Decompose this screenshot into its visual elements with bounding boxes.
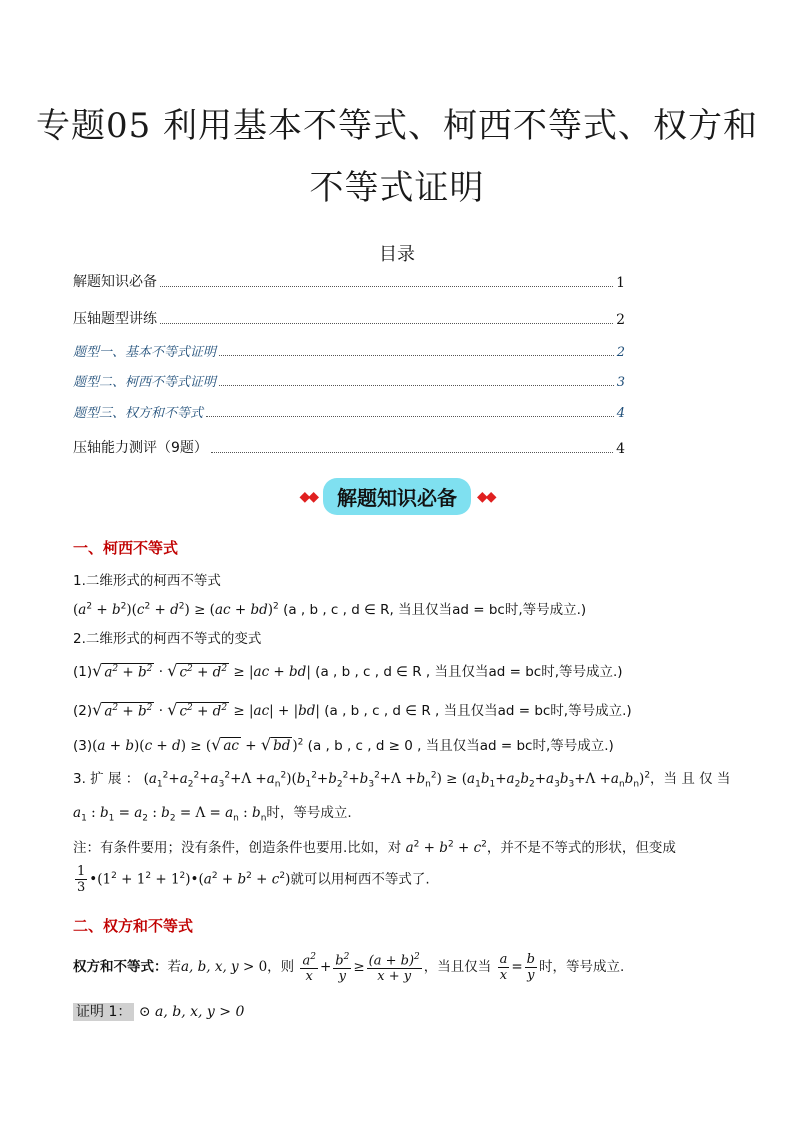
power-mean-statement: 权方和不等式：若a, b, x, y > 0，则 $\frac{a^2}{x}$ + $\frac{b^2}{y}$ ≥ $\frac{(a + b)^2}{x + y}$ ，当且仅当 $\frac{a}{x}$ = $\frac{b}{y}$ 时，等号成立. [73, 951, 625, 985]
formula-condition: (a , b , c , d ∈ R , 当且仅当ad = bc时,等号成立.) [315, 664, 623, 680]
note-tail: ，并不是不等式的形状，但变成 [486, 840, 676, 856]
toc-item-label: 题型二、柯西不等式证明 [73, 375, 217, 390]
proof-line: 证明 1： ⊙ a, b, x, y > 0 [73, 1001, 244, 1021]
formula-index: (3) [73, 738, 93, 754]
formula-condition: (a , b , c , d ≥ 0 , 当且仅当ad = bc时,等号成立.) [307, 738, 614, 754]
extension-tail: ，当 且 仅 当 [650, 771, 731, 787]
toc-item[interactable] [73, 437, 625, 457]
formula-condition: (a , b , c , d ∈ R , 当且仅当ad = bc时,等号成立.) [324, 703, 632, 719]
statement-tail: ，当且仅当 [423, 959, 492, 976]
toc-item[interactable] [73, 308, 625, 328]
toc-item-label: 压轴能力测评（9题） [73, 440, 208, 456]
proof-label: 证明 1： [73, 1003, 134, 1021]
formula-cauchy-2d: $(a^2 + b^2)(c^2 + d^2) \ge (ac + bd)^2$ (a , b , c , d ∈ R, 当且仅当ad = bc时,等号成立.) [73, 601, 587, 618]
statement-mid: ，则 [267, 959, 295, 976]
note-text: 注：有条件要用；没有条件，创造条件也要用.比如，对 [73, 840, 402, 856]
statement-bold: 权方和不等式： [73, 959, 168, 976]
extension-cont-text: 时，等号成立. [266, 805, 352, 821]
toc-item-label: 题型三、权方和不等式 [73, 406, 204, 421]
toc-dots [206, 416, 614, 417]
toc-dots [160, 323, 613, 324]
paragraph: 1.二维形式的柯西不等式 [73, 573, 221, 589]
proof-condition: a, b, x, y > 0 [155, 1004, 245, 1020]
toc-item-page: 2 [616, 345, 625, 360]
toc-heading: 目录 [379, 244, 415, 265]
toc-item[interactable] [73, 402, 625, 421]
toc-item-label: 题型一、基本不等式证明 [73, 345, 217, 360]
extension-label: 3. 扩 展 ： [73, 771, 140, 787]
note-paragraph: 注：有条件要用；没有条件，创造条件也要用.比如，对 $a^2 + b^2 + c^2$，并不是不等式的形状，但变成 [73, 839, 676, 856]
formula-extension-cont: $a_1$ : $b_1 = a_2$ : $b_2 = \Lambda = a_n$ : $b_n$时，等号成立. [73, 805, 352, 824]
section-banner [0, 478, 794, 515]
page-title: 专题05 利用基本不等式、柯西不等式、权方和 [35, 106, 759, 146]
section-heading-power-mean: 二、权方和不等式 [73, 917, 194, 935]
toc-dots [219, 355, 614, 356]
formula-index: (1) [73, 664, 93, 680]
formula-variant-1: (1)√ $a^2 + b^2$ · √ $c^2 + d^2 \ge |ac + bd|$ (a , b , c , d ∈ R , 当且仅当ad = bc时,等号成立.) [73, 661, 623, 680]
diamond-left-icon: ◆◆ [299, 488, 317, 505]
toc-dots [211, 452, 613, 453]
statement-end: 时，等号成立. [538, 959, 625, 976]
toc-item-page: 4 [616, 441, 625, 457]
formula-index: (2) [73, 703, 93, 719]
toc-dots [160, 286, 613, 287]
toc-item-label: 解题知识必备 [73, 274, 157, 290]
formula-variant-2: (2)√ $a^2 + b^2$ · √ $c^2 + d^2 \ge |ac| + |bd|$ (a , b , c , d ∈ R , 当且仅当ad = bc时,等号成立.) [73, 700, 632, 719]
toc-item[interactable] [73, 271, 625, 291]
page-title-line2: 不等式证明 [309, 168, 485, 208]
diamond-right-icon: ◆◆ [477, 488, 495, 505]
toc-item-page: 2 [616, 312, 625, 328]
statement-lead: 若 [167, 959, 181, 976]
toc-item[interactable] [73, 371, 625, 390]
note2-text: 就可以用柯西不等式了. [290, 871, 430, 888]
formula-extension: 3. 扩 展 ： $(a_1^2+a_2^2+a_3^2+\Lambda +a_n^2)(b_1^2+b_2^2+b_3^2+\Lambda +b_n^2) \ge (a_1b_1+a_2b_2+a_3b_3+\Lambda +a_nb_n)^2$，当 且 仅 当 [73, 770, 731, 790]
toc-item-label: 压轴题型讲练 [73, 311, 157, 327]
toc-item-page: 1 [616, 275, 625, 291]
toc-dots [219, 385, 614, 386]
paragraph: 2.二维形式的柯西不等式的变式 [73, 631, 262, 647]
toc-item-page: 4 [616, 406, 625, 421]
formula-condition: (a , b , c , d ∈ R, 当且仅当ad = bc时,等号成立.) [283, 602, 587, 618]
banner-label: 解题知识必备 [323, 478, 471, 515]
toc-item[interactable] [73, 341, 625, 360]
note-formula: $\frac{1}{3}$ $•(1^2 + 1^2$ + $1^2)•(a^2 + b^2 + c^2)$就可以用柯西不等式了. [77, 864, 430, 895]
toc-item-page: 3 [616, 375, 625, 390]
formula-variant-3: (3)(a + b)(c + d) ≥ (√ ac + √ bd )$^2$ (a , b , c , d ≥ 0 , 当且仅当ad = bc时,等号成立.) [73, 735, 614, 754]
section-heading-cauchy: 一、柯西不等式 [73, 539, 179, 557]
